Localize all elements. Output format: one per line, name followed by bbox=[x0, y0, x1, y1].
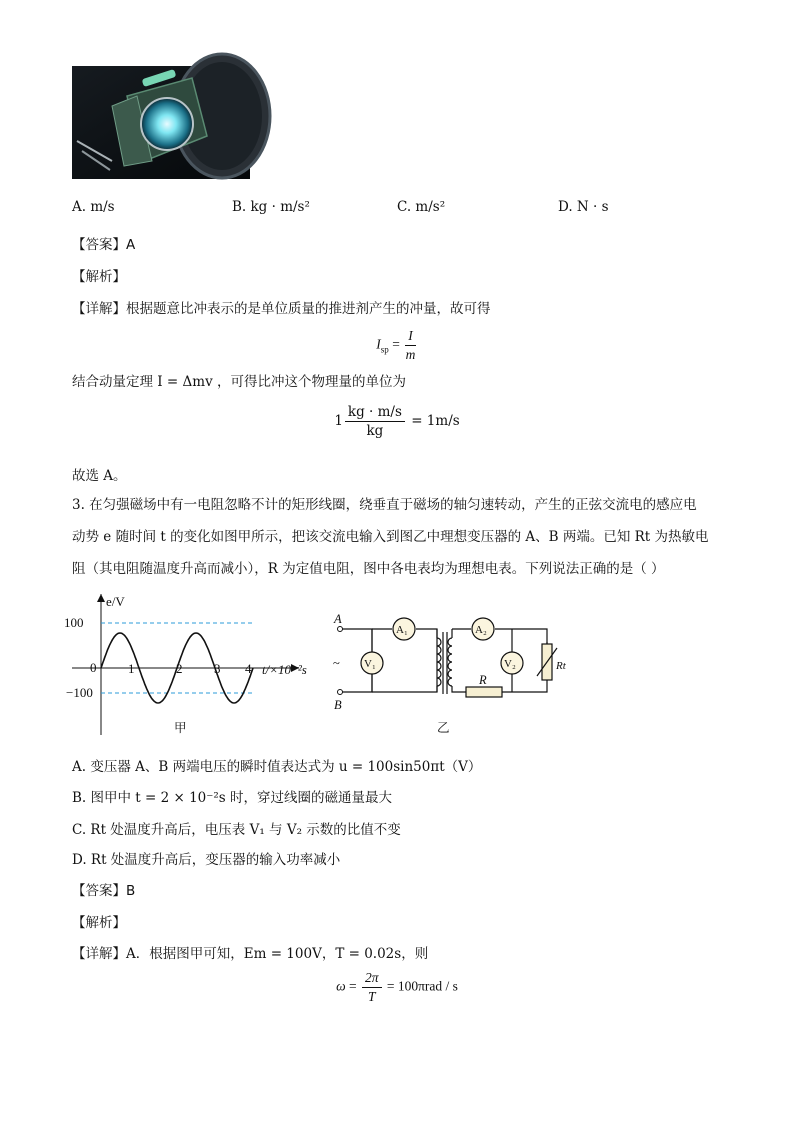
y-tick-100: 100 bbox=[64, 615, 84, 630]
x-axis-label: t/×10⁻²s bbox=[262, 662, 307, 677]
thruster-photo bbox=[72, 66, 250, 179]
label-source: ~ bbox=[333, 656, 340, 670]
formula-equals: = bbox=[388, 336, 404, 352]
figure-jia-caption: 甲 bbox=[174, 720, 187, 735]
omega-numerator: 2π bbox=[362, 970, 382, 988]
q3-detail-text: 【详解】A．根据图甲可知，Em = 100V，T = 0.02s，则 bbox=[72, 946, 429, 962]
terminal-a bbox=[338, 627, 343, 632]
omega-symbol: ω bbox=[336, 978, 346, 994]
y-tick-neg100: −100 bbox=[66, 685, 93, 700]
omega-denominator: T bbox=[367, 989, 376, 1004]
x-tick-2: 2 bbox=[176, 661, 183, 676]
q3-option-c: C. Rt 处温度升高后，电压表 V₁ 与 V₂ 示数的比值不变 bbox=[72, 822, 401, 838]
q3-option-a: A. 变压器 A、B 两端电压的瞬时值表达式为 u = 100sin50πt（V） bbox=[72, 759, 482, 775]
x-tick-3: 3 bbox=[214, 661, 221, 676]
unit-fraction bbox=[345, 404, 405, 439]
label-r: R bbox=[479, 673, 487, 687]
q3-option-b: B. 图甲中 t = 2 × 10⁻²s 时，穿过线圈的磁通量最大 bbox=[72, 790, 393, 806]
option-d: D. N · s bbox=[558, 199, 609, 215]
label-v1: V₁ bbox=[364, 658, 376, 670]
answer-label: 【答案】A bbox=[72, 237, 136, 253]
formula-numerator: I bbox=[405, 328, 416, 346]
thruster-image bbox=[72, 66, 250, 179]
formula-lhs: I bbox=[376, 336, 381, 352]
label-v2: V₂ bbox=[504, 658, 516, 670]
formula-angular-frequency bbox=[0, 970, 794, 1005]
option-a: A. m/s bbox=[72, 199, 115, 215]
label-b: B bbox=[334, 698, 342, 712]
secondary-coil bbox=[448, 638, 452, 686]
x-tick-1: 1 bbox=[128, 661, 135, 676]
conclusion-text: 故选 A。 bbox=[72, 468, 127, 484]
y-tick-0: 0 bbox=[90, 660, 97, 675]
unit-numerator: kg · m/s bbox=[345, 404, 405, 422]
option-c: C. m/s² bbox=[397, 199, 446, 215]
unit-coefficient: 1 bbox=[334, 413, 343, 429]
primary-coil bbox=[437, 638, 441, 686]
label-a: A bbox=[334, 612, 342, 626]
formula-specific-impulse bbox=[0, 328, 794, 363]
x-tick-4: 4 bbox=[245, 661, 252, 676]
figure-yi-circuit bbox=[330, 612, 566, 712]
secondary-wire bbox=[452, 629, 547, 692]
detail-text: 【详解】根据题意比冲表示的是单位质量的推进剂产生的冲量，故可得 bbox=[72, 301, 491, 317]
label-rt: Rt bbox=[556, 660, 566, 672]
resistor-r bbox=[466, 687, 502, 697]
q3-stem-line-3: 阻（其电阻随温度升高而减小），R 为定值电阻，图中各电表均为理想电表。下列说法正确的是（ ） bbox=[72, 561, 665, 577]
label-a2: A₂ bbox=[475, 624, 487, 636]
figure-jia-chart bbox=[64, 590, 324, 740]
formula-unit bbox=[0, 404, 794, 439]
figure-yi-caption: 乙 bbox=[437, 720, 450, 735]
option-b: B. kg · m/s² bbox=[232, 199, 310, 215]
label-a1: A₁ bbox=[396, 624, 408, 636]
q3-answer-label: 【答案】B bbox=[72, 883, 136, 899]
formula-fraction bbox=[405, 328, 416, 363]
unit-result: = 1m/s bbox=[406, 413, 460, 429]
y-axis-arrow bbox=[97, 594, 105, 602]
omega-equals: = bbox=[345, 978, 360, 994]
q3-stem-line-1: 3. 在匀强磁场中有一电阻忽略不计的矩形线圈，绕垂直于磁场的轴匀速转动，产生的正弦交流电的感应电 bbox=[72, 497, 697, 513]
analysis-label: 【解析】 bbox=[72, 269, 126, 285]
q3-analysis-label: 【解析】 bbox=[72, 915, 126, 931]
formula-denominator: m bbox=[405, 347, 416, 362]
q3-stem-line-2: 动势 e 随时间 t 的变化如图甲所示，把该交流电输入到图乙中理想变压器的 A、B 两端。已知 Rt 为热敏电 bbox=[72, 529, 709, 545]
unit-denominator: kg bbox=[366, 423, 384, 439]
terminal-b bbox=[338, 690, 343, 695]
q3-option-d: D. Rt 处温度升高后，变压器的输入功率减小 bbox=[72, 852, 341, 868]
theorem-text: 结合动量定理 I = Δmv ，可得比冲这个物理量的单位为 bbox=[72, 374, 406, 390]
omega-fraction bbox=[362, 970, 382, 1005]
formula-lhs-subscript: sp bbox=[380, 344, 389, 355]
y-axis-label: e/V bbox=[106, 594, 125, 609]
omega-result: = 100πrad / s bbox=[383, 978, 458, 994]
